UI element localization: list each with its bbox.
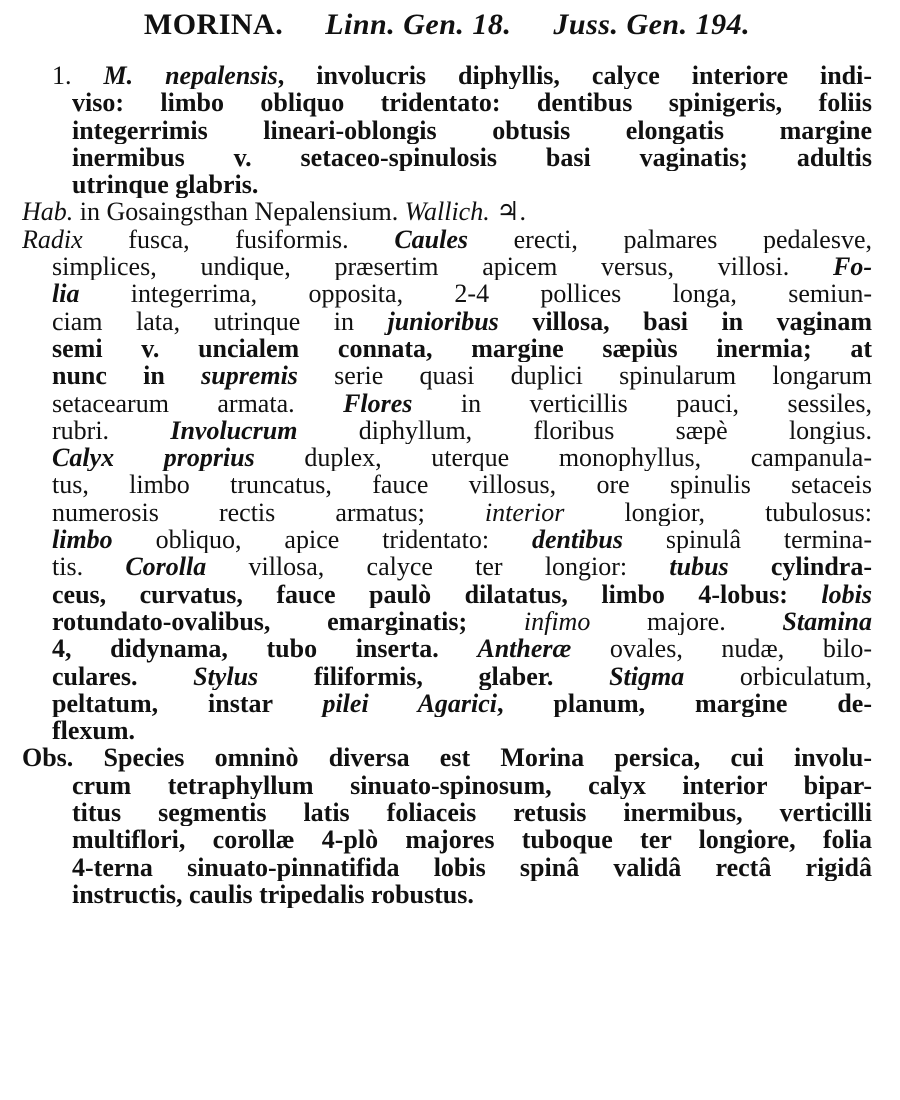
species1-line [22,117,872,144]
text-run: Antheræ [477,635,572,663]
description-line [22,280,872,307]
text-run: obliquo, apice tridentato: [112,526,532,554]
text-run: majore. [590,607,783,636]
obs-line [22,799,872,826]
text-run: tubus [669,553,729,581]
text-run: Hab. [22,198,74,226]
text-run: rubri. [52,416,171,445]
text-run: peltatum, instar [52,689,323,718]
text-run: setacearum armata. [52,389,344,417]
text-run: crum tetraphyllum sinuato-spinosum, calyx interior bipar- [72,771,872,800]
text-run: Stamina [782,607,872,636]
text-run: titus segmentis latis foliaceis retusis inermibus, verticilli [72,799,872,827]
text-run: in Gosaingsthan Nepalensium. [73,198,405,226]
text-run: Radix [22,225,83,254]
habitat-line [22,198,872,225]
text-run: M. nepalensis [103,62,278,90]
text-run: ovales, nudæ, bilo- [571,635,872,663]
text-run: instructis, caulis tripedalis robustus. [72,880,474,909]
obs-line [22,772,872,799]
jussieu-reference: Juss. Gen. 194. [553,8,751,41]
description-line [22,417,872,444]
genus-name: MORINA. [143,8,284,41]
text-run: interior [484,498,565,527]
species1-line [22,62,872,89]
text-run: Flores [343,389,413,417]
text-run: duplex, uterque monophyllus, campanula- [254,444,872,472]
text-run: tis. [52,553,126,581]
description-line [22,253,872,280]
text-run: Stigma [609,662,685,690]
text-run: Fo- [833,253,872,281]
obs-line [22,744,872,771]
text-run: Calyx proprius [52,444,255,472]
text-run: 1. [52,62,104,90]
species-diagnosis [22,62,872,198]
text-run: Wallich. [404,198,490,226]
text-run: numerosis rectis armatus; [52,498,485,527]
species1-line [22,171,872,198]
description-line [22,717,872,744]
text-run: inermibus v. setaceo-spinulosis basi vaginatis; adultis [72,143,872,172]
text-run: integerrimis lineari-oblongis obtusis elongatis margine [72,116,872,144]
text-run: ceus, curvatus, fauce paulò dilatatus, limbo 4-lobus: [52,580,822,608]
text-run: villosa, basi in vaginam [498,307,872,335]
text-run: , involucris diphyllis, calyce interiore indi- [277,62,872,90]
obs-line [22,881,872,908]
description-line [22,526,872,553]
description-line [22,499,872,526]
text-run: junioribus [387,307,499,335]
text-run: cylindra- [728,553,872,581]
text-run: longior, tubulosus: [564,498,872,527]
text-run: ♃. [489,198,527,226]
description-line [22,608,872,635]
text-run: diphyllum, floribus sæpè longius. [297,416,872,445]
text-run: infimo [523,607,591,636]
text-run: lia [52,280,80,308]
text-run: fusca, fusiformis. [82,225,395,254]
genus-heading [22,0,872,62]
text-run: filiformis, glaber. [258,662,610,690]
description-line [22,308,872,335]
observation-note [22,744,872,908]
text-run: Caules [394,225,468,254]
text-run: limbo [52,526,113,554]
description-line [22,471,872,498]
text-run: spinulâ termina- [623,526,872,554]
description-line [22,635,872,662]
text-run: erecti, palmares pedalesve, [468,225,872,254]
text-run: , planum, margine de- [497,689,872,718]
text-run: lobis [821,580,872,608]
obs-line [22,826,872,853]
text-run: Corolla [125,553,207,581]
text-run: rotundato-ovalibus, emarginatis; [52,607,524,636]
text-run: serie quasi duplici spinularum longarum [297,362,872,390]
description-line [22,226,872,253]
text-run: Involucrum [170,416,298,445]
text-run: multiflori, corollæ 4-plò majores tuboque ter longiore, folia [72,826,872,854]
text-run: 4, didynama, tubo inserta. [52,635,478,663]
text-run: orbiculatum, [684,662,872,690]
species1-line [22,144,872,171]
habitat-line [22,198,872,225]
description-line [22,444,872,471]
text-run: supremis [201,362,298,390]
description-line [22,690,872,717]
text-run: Stylus [193,662,259,690]
text-run: nunc in [52,362,202,390]
text-run: semi v. uncialem connata, margine sæpiùs inermia; at [52,334,872,363]
text-run: utrinque glabris. [72,171,259,199]
description-line [22,390,872,417]
species1-line [22,89,872,116]
text-run: flexum. [52,717,136,745]
text-run: integerrima, opposita, 2-4 pollices longa, semiun- [79,280,872,308]
description-line [22,663,872,690]
text-run: viso: limbo obliquo tridentato: dentibus spinigeris, foliis [72,89,872,117]
text-run: Obs. Species omninò diversa est Morina persica, cui involu- [22,744,872,772]
obs-line [22,854,872,881]
text-run: dentibus [531,526,623,554]
description-line [22,553,872,580]
description-line [22,335,872,362]
description-line [22,581,872,608]
description-line [22,362,872,389]
text-run: tus, limbo truncatus, fauce villosus, ore spinulis setaceis [52,471,872,499]
text-run: 4-terna sinuato-pinnatifida lobis spinâ validâ rectâ rigidâ [72,853,872,881]
linnaeus-reference: Linn. Gen. 18. [325,8,512,41]
text-run: in verticillis pauci, sessiles, [412,389,872,417]
species-description [22,226,872,745]
text-run: ciam lata, utrinque in [52,307,388,335]
text-run: villosa, calyce ter longior: [206,553,670,581]
text-run: culares. [52,662,194,690]
text-run: simplices, undique, præsertim apicem versus, villosi. [52,253,833,281]
text-run: pilei Agarici [322,689,498,718]
